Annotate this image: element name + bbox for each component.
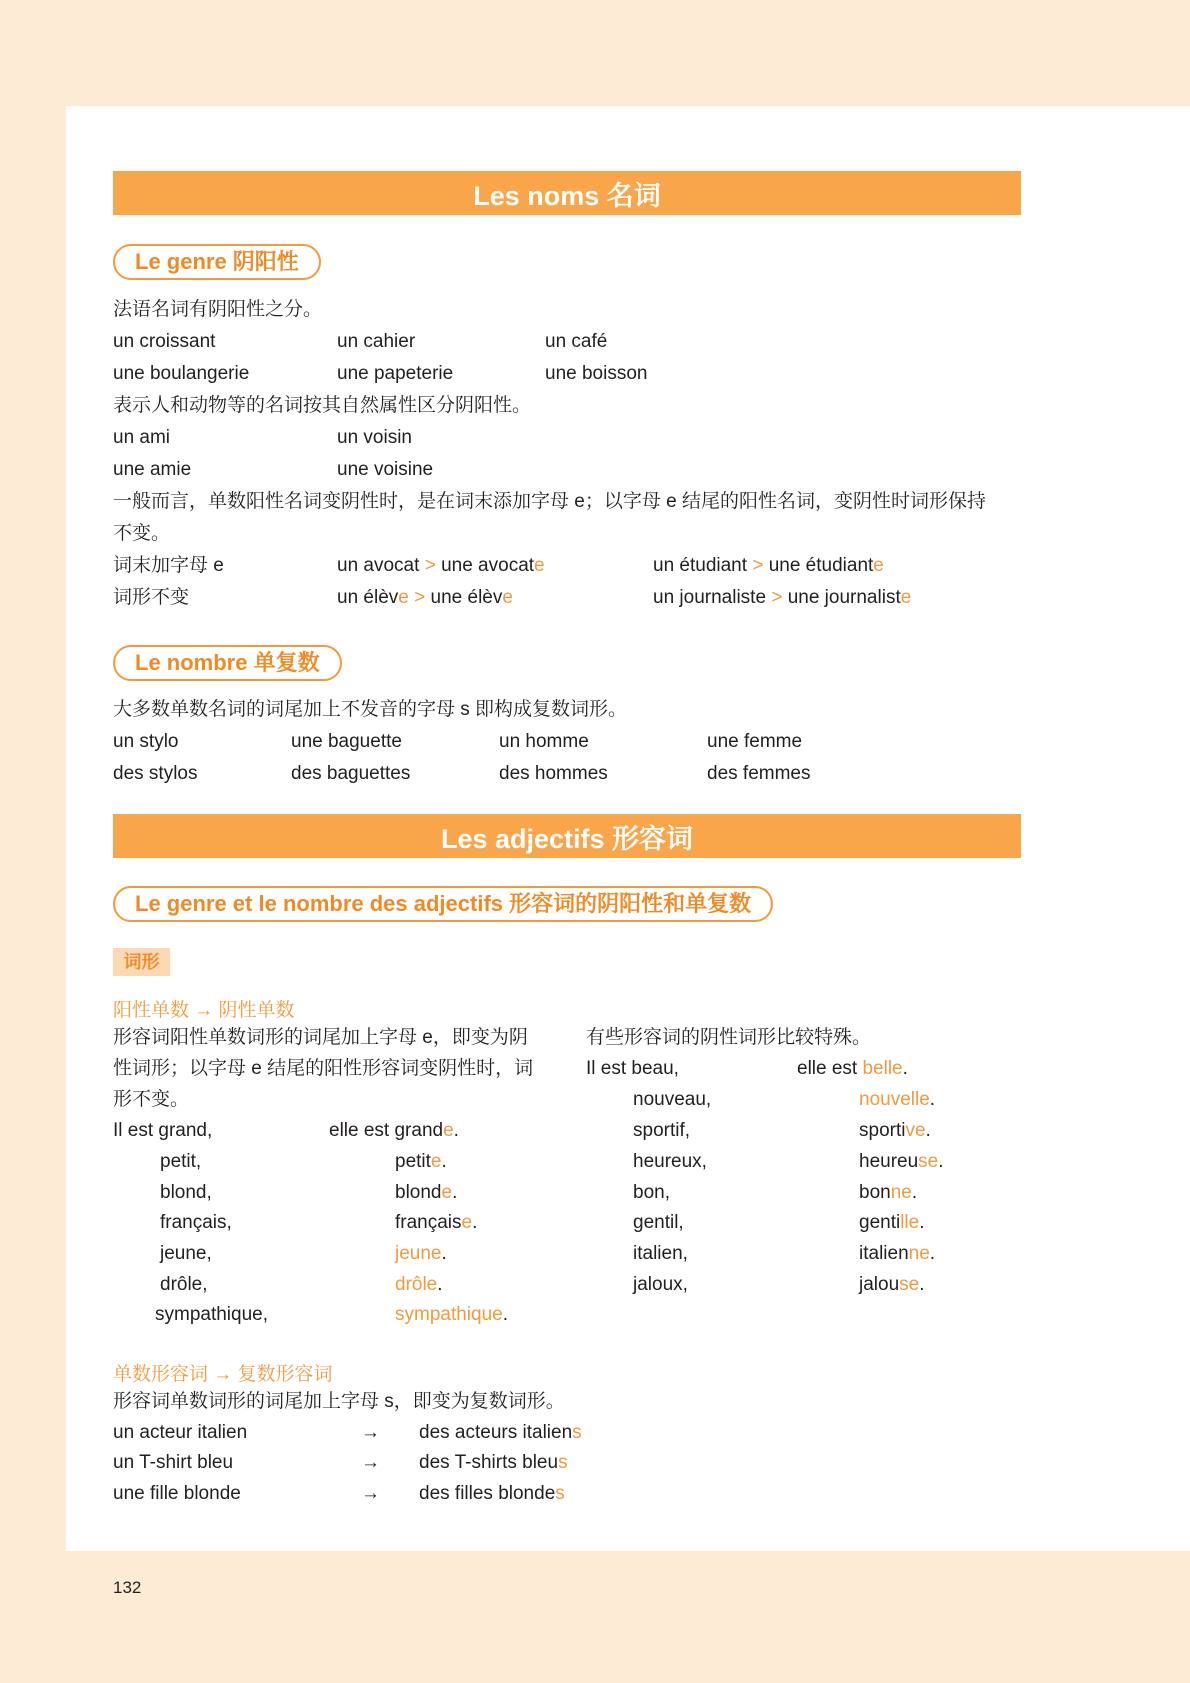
plural-plural: des acteurs italiens	[419, 1422, 582, 1443]
word: des stylos	[113, 763, 198, 784]
subheading-sing-plur: 单数形容词 → 复数形容词	[113, 1364, 333, 1385]
example-pair: un avocat > une avocate	[337, 555, 545, 576]
word: un cahier	[337, 331, 416, 352]
tag-cixing: 词形	[113, 948, 170, 976]
adj-rule: 形不变。	[113, 1089, 190, 1110]
adj-masc: nouveau,	[633, 1089, 712, 1110]
adj-plural-rule: 形容词单数词形的词尾加上字母 s，即变为复数词形。	[113, 1391, 565, 1412]
genre-rule-line1: 一般而言，单数阳性名词变阴性时，是在词末添加字母 e；以字母 e 结尾的阳性名词，变阴性时词形保持	[113, 491, 986, 512]
word: une amie	[113, 459, 192, 480]
adj-fem: heureuse.	[859, 1151, 944, 1172]
adj-masc: bon,	[633, 1182, 670, 1203]
adj-masc: Il est grand,	[113, 1120, 213, 1141]
adj-masc: petit,	[160, 1151, 202, 1172]
adj-masc: Il est beau,	[586, 1058, 679, 1079]
word: un homme	[499, 731, 589, 752]
word: une boisson	[545, 363, 648, 384]
plural-plural: des filles blondes	[419, 1483, 565, 1504]
adj-masc: sympathique,	[155, 1304, 269, 1325]
adj-masc: jeune,	[160, 1243, 212, 1264]
adj-masc: jaloux,	[633, 1274, 688, 1295]
word: une femme	[707, 731, 803, 752]
word: une papeterie	[337, 363, 454, 384]
adj-rule: 形容词阳性单数词形的词尾加上字母 e，即变为阴	[113, 1027, 528, 1048]
subheading-masc-fem: 阳性单数 → 阴性单数	[113, 1000, 295, 1021]
adj-fem: gentille.	[859, 1212, 925, 1233]
example-pair: un journaliste > une journaliste	[653, 587, 912, 608]
adj-fem: bonne.	[859, 1182, 918, 1203]
word: une voisine	[337, 459, 434, 480]
adj-fem: drôle.	[395, 1274, 443, 1295]
adj-fem: sportive.	[859, 1120, 931, 1141]
arrow-icon: →	[361, 1452, 380, 1473]
word: un croissant	[113, 331, 216, 352]
plural-singular: un acteur italien	[113, 1422, 248, 1443]
adj-special-intro: 有些形容词的阴性词形比较特殊。	[586, 1027, 872, 1048]
genre-intro: 法语名词有阴阳性之分。	[113, 299, 323, 320]
page-number: 132	[113, 1578, 142, 1597]
arrow-icon: →	[361, 1422, 380, 1443]
adj-fem: petite.	[395, 1151, 447, 1172]
word: des femmes	[707, 763, 811, 784]
word: une boulangerie	[113, 363, 250, 384]
example-pair: un élève > une élève	[337, 587, 513, 608]
adj-masc: heureux,	[633, 1151, 707, 1172]
adj-masc: italien,	[633, 1243, 688, 1264]
nombre-intro: 大多数单数名词的词尾加上不发音的字母 s 即构成复数词形。	[113, 699, 628, 720]
word: un voisin	[337, 427, 412, 448]
genre-intro-2: 表示人和动物等的名词按其自然属性区分阴阳性。	[113, 395, 532, 416]
word: un café	[545, 331, 608, 352]
adj-fem: jeune.	[395, 1243, 447, 1264]
subsection-pill-nombre: Le nombre 单复数	[113, 645, 342, 681]
subsection-pill-adjectifs: Le genre et le nombre des adjectifs 形容词的阴阳性和单复数	[113, 886, 773, 922]
adj-rule: 性词形；以字母 e 结尾的阳性形容词变阴性时，词	[113, 1058, 534, 1079]
arrow-icon: →	[361, 1483, 380, 1504]
word: des baguettes	[291, 763, 411, 784]
adj-fem: italienne.	[859, 1243, 936, 1264]
example-pair: un étudiant > une étudiante	[653, 555, 884, 576]
adj-fem: jalouse.	[859, 1274, 925, 1295]
adj-fem: sympathique.	[395, 1304, 509, 1325]
word: des hommes	[499, 763, 608, 784]
section-title-adjectifs: Les adjectifs 形容词	[113, 814, 1021, 858]
word: un stylo	[113, 731, 179, 752]
adj-fem: nouvelle.	[859, 1089, 936, 1110]
adj-masc: gentil,	[633, 1212, 684, 1233]
plural-plural: des T-shirts bleus	[419, 1452, 568, 1473]
word: un ami	[113, 427, 171, 448]
subsection-pill-genre: Le genre 阴阳性	[113, 244, 321, 280]
plural-singular: un T-shirt bleu	[113, 1452, 234, 1473]
adj-fem: elle est grande.	[329, 1120, 459, 1141]
adj-fem: blonde.	[395, 1182, 458, 1203]
adj-masc: drôle,	[160, 1274, 208, 1295]
section-title-noms: Les noms 名词	[113, 171, 1021, 215]
adj-fem: elle est belle.	[797, 1058, 908, 1079]
example-label: 词末加字母 e	[113, 555, 224, 576]
adj-fem: française.	[395, 1212, 478, 1233]
example-label: 词形不变	[113, 587, 190, 608]
genre-rule-line2: 不变。	[113, 523, 171, 544]
plural-singular: une fille blonde	[113, 1483, 241, 1504]
adj-masc: français,	[160, 1212, 232, 1233]
word: une baguette	[291, 731, 402, 752]
adj-masc: blond,	[160, 1182, 212, 1203]
adj-masc: sportif,	[633, 1120, 691, 1141]
